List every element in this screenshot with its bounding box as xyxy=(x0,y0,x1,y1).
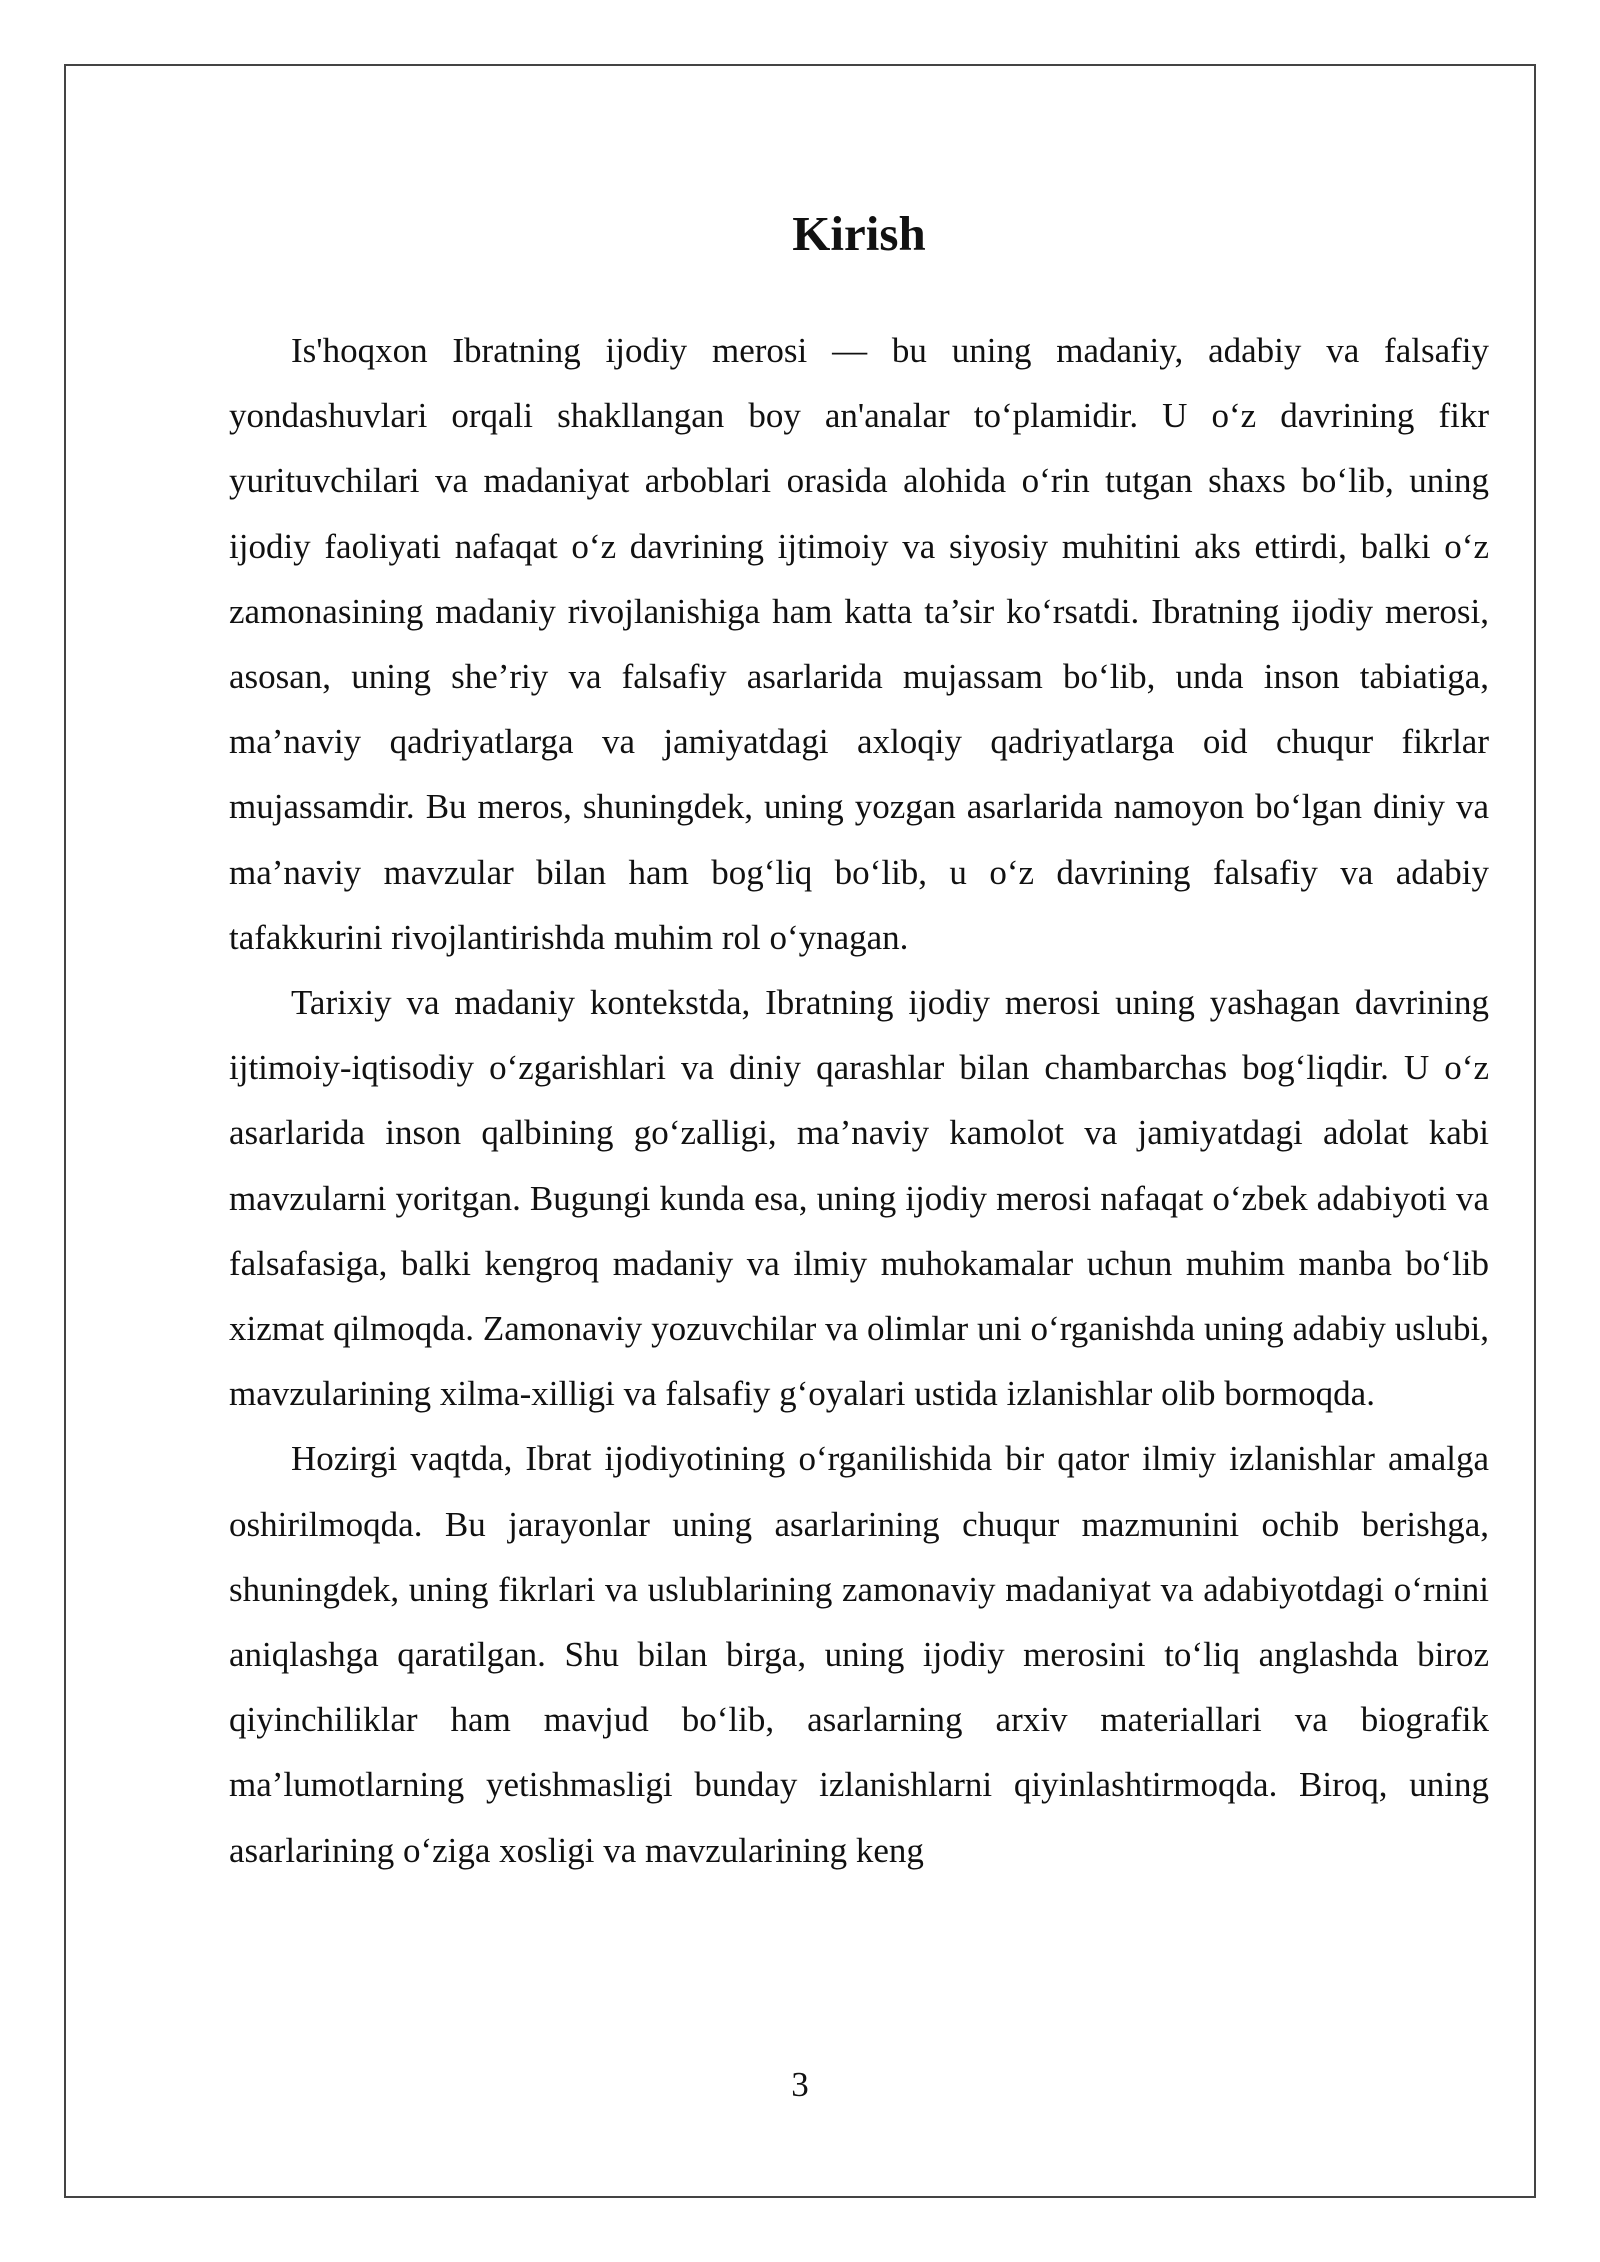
paragraph-3: Hozirgi vaqtda, Ibrat ijodiyotining o‘rganilishida bir qator ilmiy izlanishlar amalga oshirilmoqda. Bu jarayonlar uning asarlarining chuqur mazmunini ochib berishga, shuningdek, uning fikrlari va uslublarining zamonaviy madaniyat va adabiyotdagi o‘rnini aniqlashga qaratilgan. Shu bilan birga, uning ijodiy merosini to‘liq anglashda biroz qiyinchiliklar ham mavjud bo‘lib, asarlarning arxiv materiallari va biografik ma’lumotlarning yetishmasligi bunday izlanishlarni qiyinlashtirmoqda. Biroq, uning asarlarining o‘ziga xosligi va mavzularining keng xyxy=(229,1439,1489,1870)
section-title: Kirish xyxy=(792,206,926,261)
page-content xyxy=(229,190,1489,1883)
body-text xyxy=(229,318,1489,1883)
paragraph-1: Is'hoqxon Ibratning ijodiy merosi — bu uning madaniy, adabiy va falsafiy yondashuvlari orqali shakllangan boy an'analar to‘plamidir. U o‘z davrining fikr yurituvchilari va madaniyat arboblari orasida alohida o‘rin tutgan shaxs bo‘lib, uning ijodiy faoliyati nafaqat o‘z davrining ijtimoiy va siyosiy muhitini aks ettirdi, balki o‘z zamonasining madaniy rivojlanishiga ham katta ta’sir ko‘rsatdi. Ibratning ijodiy merosi, asosan, uning she’riy va falsafiy asarlarida mujassam bo‘lib, unda inson tabiatiga, ma’naviy qadriyatlarga va jamiyatdagi axloqiy qadriyatlarga oid chuqur fikrlar mujassamdir. Bu meros, shuningdek, uning yozgan asarlarida namoyon bo‘lgan diniy va ma’naviy mavzular bilan ham bog‘liq bo‘lib, u o‘z davrining falsafiy va adabiy tafakkurini rivojlantirishda muhim rol o‘ynagan. xyxy=(229,331,1489,957)
paragraph-2: Tarixiy va madaniy kontekstda, Ibratning ijodiy merosi uning yashagan davrining ijtimoiy-iqtisodiy o‘zgarishlari va diniy qarashlar bilan chambarchas bog‘liqdir. U o‘z asarlarida inson qalbining go‘zalligi, ma’naviy kamolot va jamiyatdagi adolat kabi mavzularni yoritgan. Bugungi kunda esa, uning ijodiy merosi nafaqat o‘zbek adabiyoti va falsafasiga, balki kengroq madaniy va ilmiy muhokamalar uchun muhim manba bo‘lib xizmat qilmoqda. Zamonaviy yozuvchilar va olimlar uni o‘rganishda uning adabiy uslubi, mavzularining xilma-xilligi va falsafiy g‘oyalari ustida izlanishlar olib bormoqda. xyxy=(229,983,1489,1414)
page-number: 3 xyxy=(791,2065,809,2104)
